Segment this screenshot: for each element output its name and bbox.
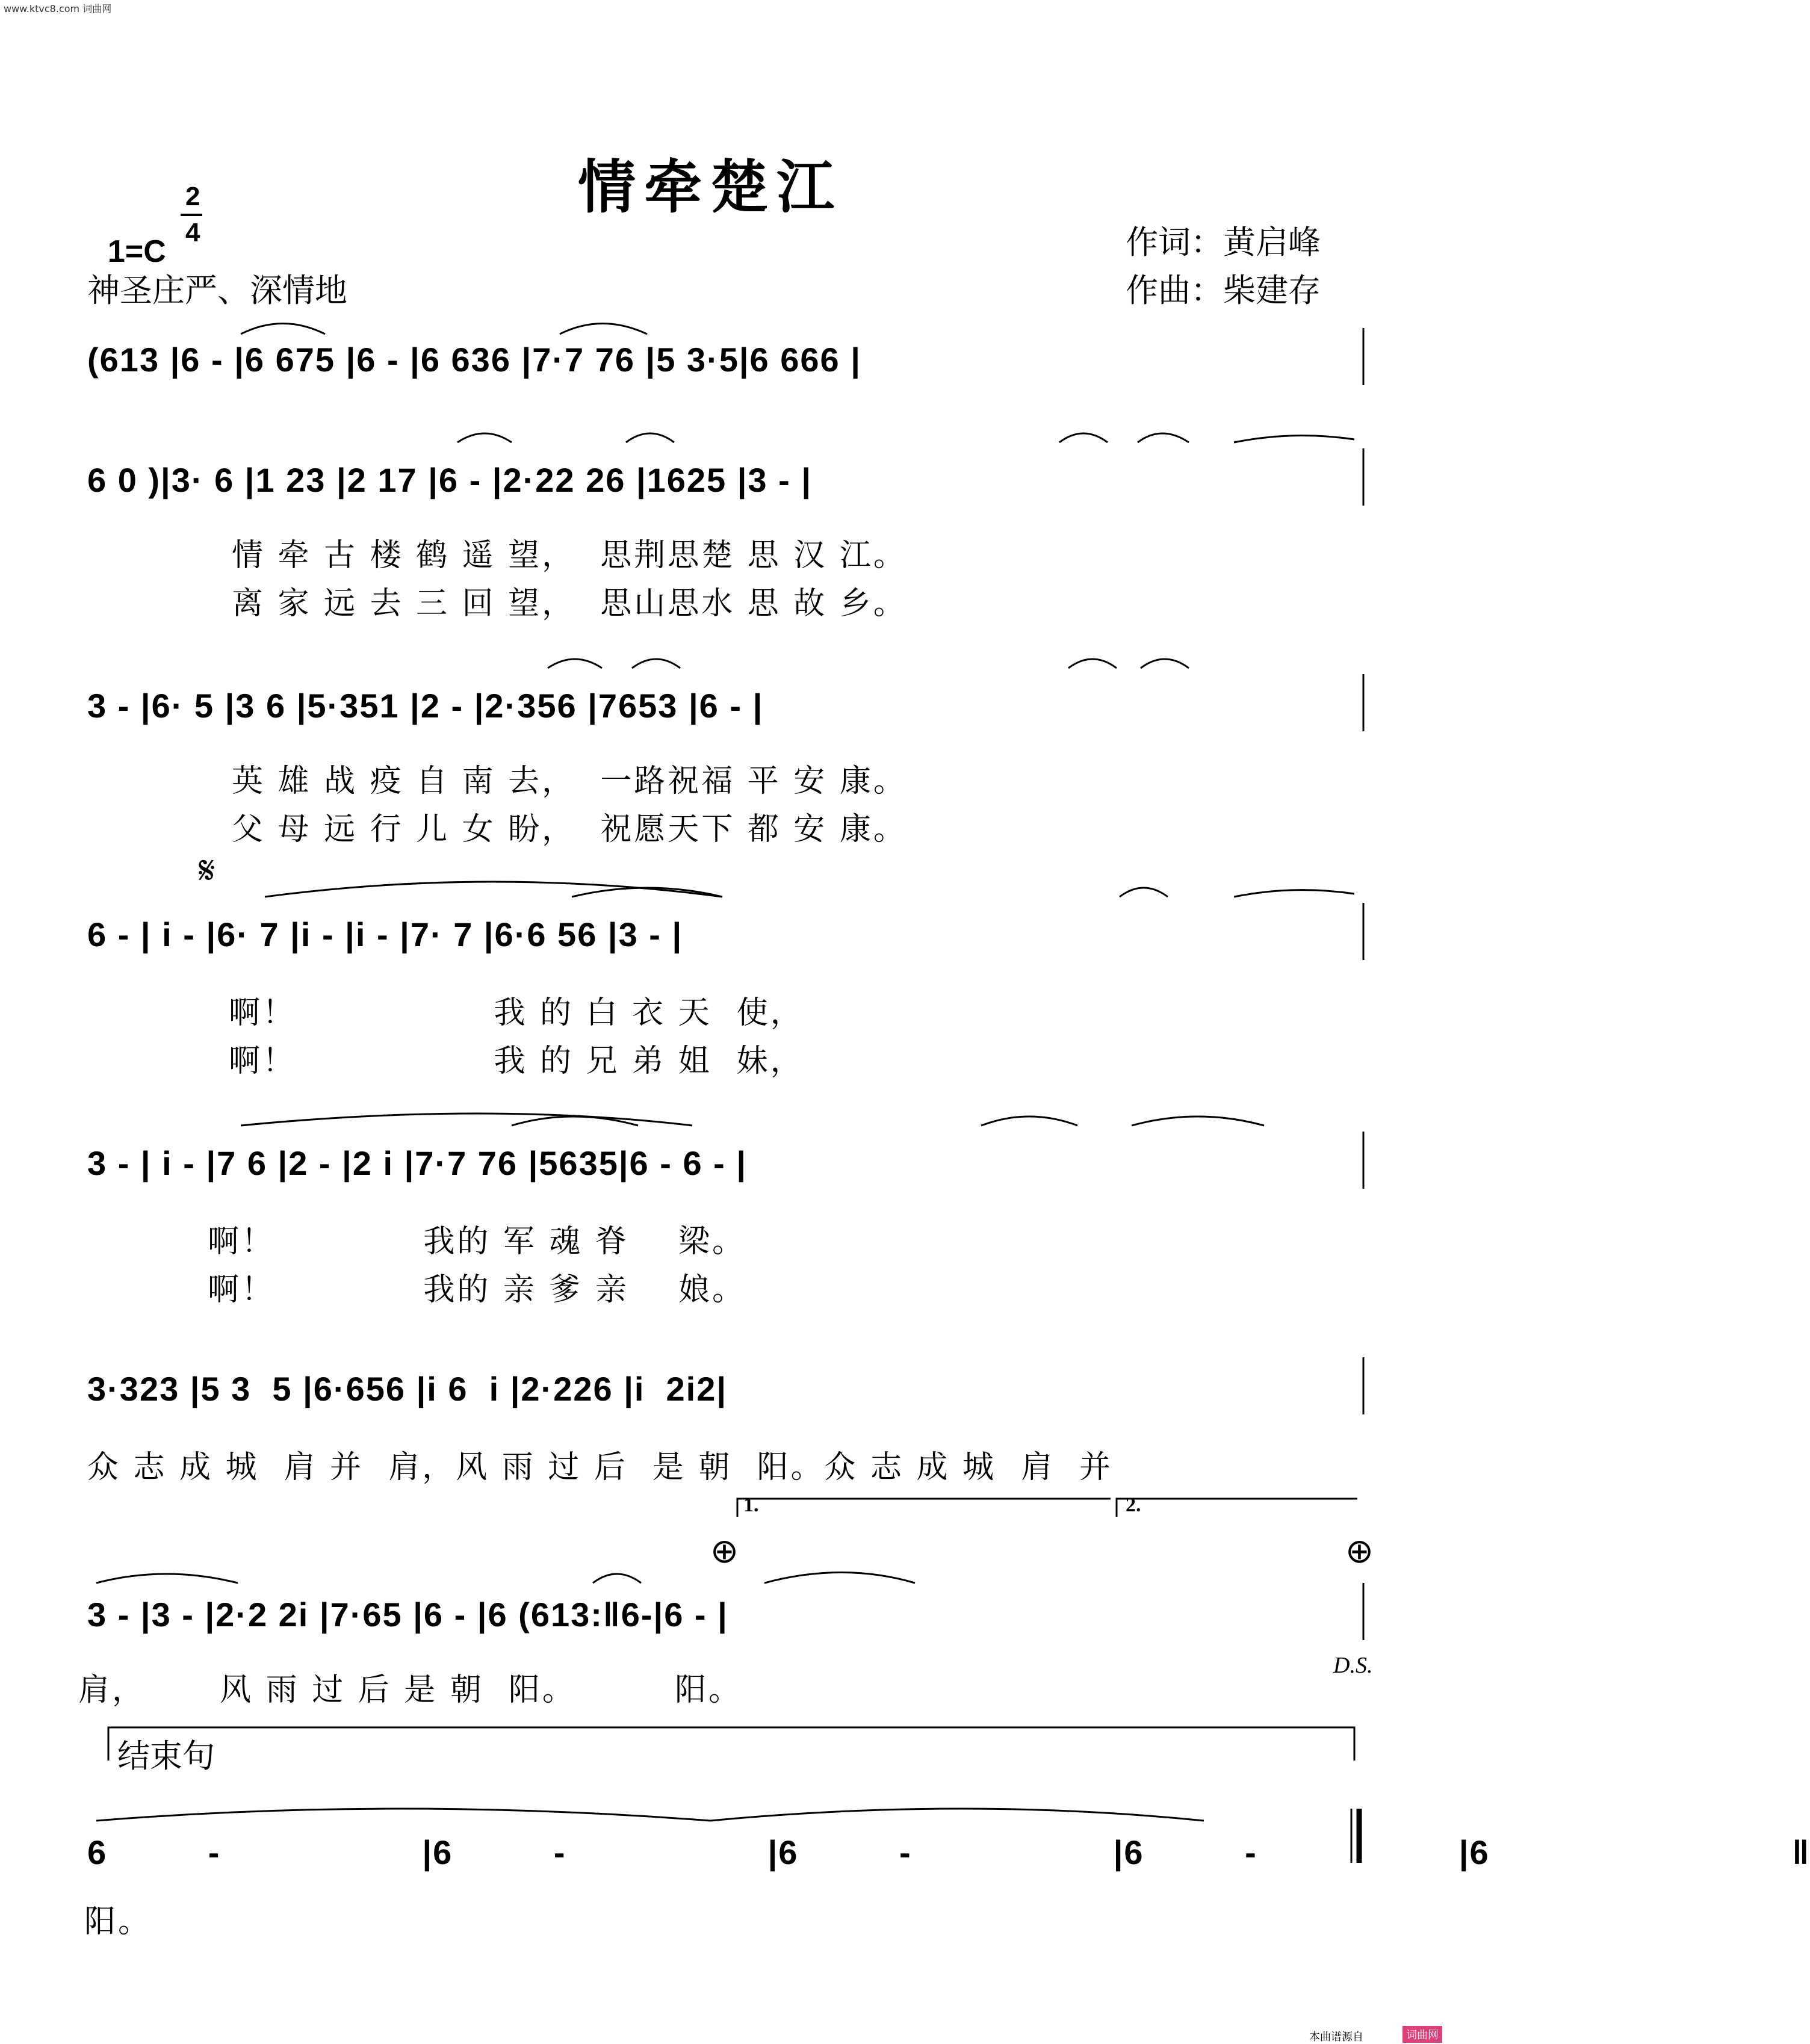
segno-icon: 𝄋 xyxy=(199,849,215,893)
composer: 作曲：柴建存 xyxy=(1126,271,1321,309)
lyricist: 作词：黄启峰 xyxy=(1126,223,1321,261)
notation-row-2: 6 0 )|3· 6 |1 23 |2 17 |6 - |2·22 26 |1625 |3 - | xyxy=(87,461,812,499)
footer-source: 本曲谱源自 xyxy=(1309,2031,1363,2043)
time-signature-numerator: 2 xyxy=(185,182,200,211)
lyrics-row-8: 阳。 xyxy=(84,1904,152,1940)
volta-2-label: 2. xyxy=(1126,1494,1141,1516)
tempo-marking: 神圣庄严、深情地 xyxy=(87,271,347,309)
time-signature-denominator: 4 xyxy=(185,218,200,247)
key-prefix: 1=C xyxy=(107,234,166,269)
watermark: www.ktvc8.com 词曲网 xyxy=(4,3,112,14)
lyrics-row-5-verse-2: 啊！ 我的 亲 爹 亲 娘。 xyxy=(208,1272,746,1308)
lyrics-row-4-verse-2: 啊！ 我 的 兄 弟 姐 妹， xyxy=(229,1043,804,1079)
lyrics-row-3-verse-2: 父 母 远 行 儿 女 盼， 祝愿天下 都 安 康。 xyxy=(232,811,907,847)
footer-logo: 词曲网 xyxy=(1402,2026,1442,2043)
notation-row-3: 3 - |6· 5 |3 6 |5·351 |2 - |2·356 |7653 |6 - | xyxy=(87,687,764,725)
volta-2-bracket xyxy=(1117,1499,1357,1517)
notation-row-7: 3 - |3 - |2·2 2i |7·65 |6 - |6 (613:‖6-|6 - | xyxy=(87,1596,728,1634)
dal-segno-mark: D.S. xyxy=(1333,1653,1373,1678)
volta-1-bracket xyxy=(737,1499,1111,1517)
notation-row-1: (613 |6 - |6 675 |6 - |6 636 |7·7 76 |5 3·5|6 666 | xyxy=(87,341,861,379)
coda-section-bracket xyxy=(108,1727,1354,1761)
lyrics-row-5-verse-1: 啊！ 我的 军 魂 脊 梁。 xyxy=(208,1224,746,1260)
notation-row-8: 6 - |6 - |6 - |6 - |6 ‖ xyxy=(87,1833,1810,1871)
lyrics-row-7: 肩， 风 雨 过 后 是 朝 阳。 阳。 xyxy=(78,1672,743,1708)
section-label: 结束句 xyxy=(117,1737,215,1775)
slur-ties xyxy=(96,324,1354,1821)
page-title: 情牵楚江 xyxy=(578,153,843,221)
lyrics-row-2-verse-1: 情 牵 古 楼 鹤 遥 望， 思荆思楚 思 汉 江。 xyxy=(232,537,907,574)
notation-row-6: 3·323 |5 3 5 |6·656 |i 6 i |2·226 |i 2i2| xyxy=(87,1370,728,1408)
volta-1-label: 1. xyxy=(743,1494,759,1516)
notation-row-5: 3 - | i - |7 6 |2 - |2 i |7·7 76 |5635|6 - 6 - | xyxy=(87,1144,748,1182)
coda-icon-2: ⊕ xyxy=(1345,1532,1374,1571)
lyrics-row-4-verse-1: 啊！ 我 的 白 衣 天 使， xyxy=(229,995,804,1031)
notation-row-4: 6 - | i - |6· 7 |i - |i - |7· 7 |6·6 56 |3 - | xyxy=(87,915,683,953)
lyrics-row-3-verse-1: 英 雄 战 疫 自 南 去， 一路祝福 平 安 康。 xyxy=(232,763,907,799)
lyrics-row-2-verse-2: 离 家 远 去 三 回 望， 思山思水 思 故 乡。 xyxy=(232,586,907,622)
coda-icon: ⊕ xyxy=(710,1532,739,1571)
lyrics-row-6: 众 志 成 城 肩 并 肩，风 雨 过 后 是 朝 阳。众 志 成 城 肩 并 xyxy=(87,1449,1114,1485)
